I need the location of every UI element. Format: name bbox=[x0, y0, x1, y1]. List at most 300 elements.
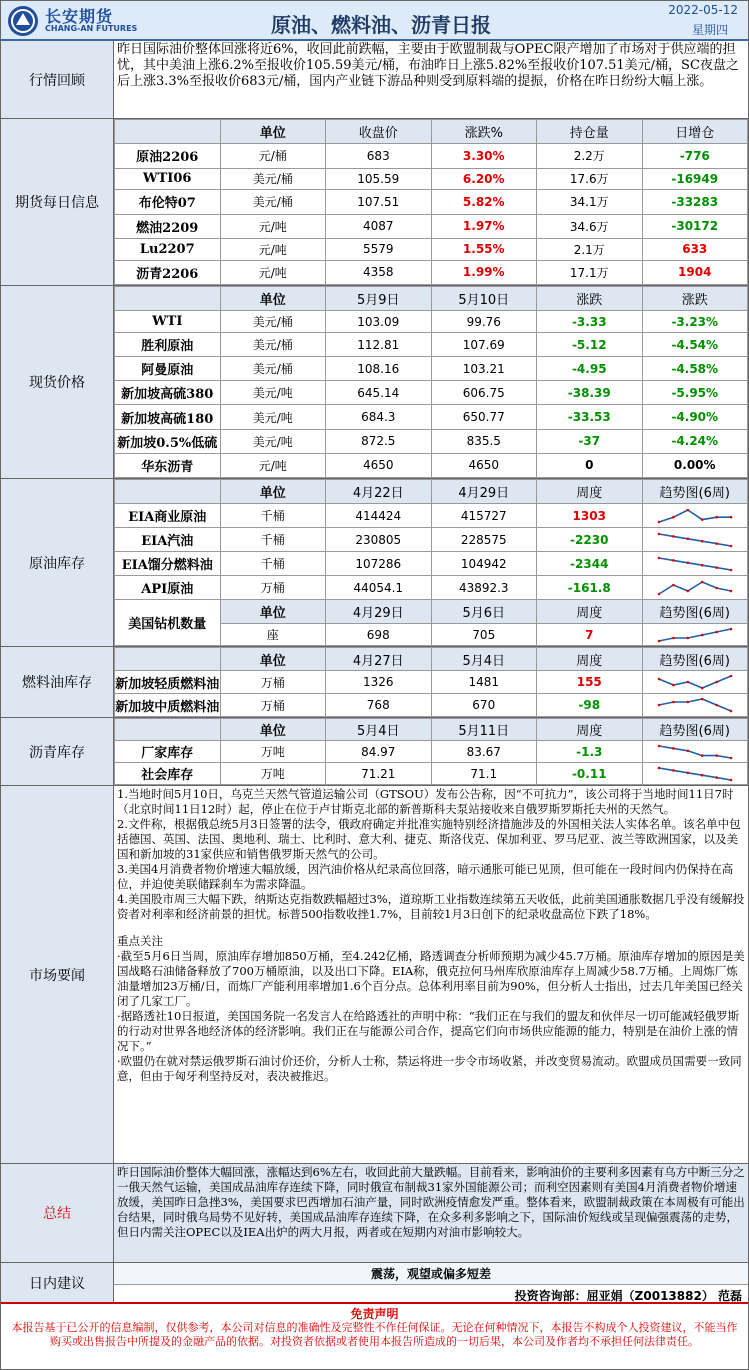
disclaimer bbox=[1, 1304, 748, 1370]
row-name: 华东沥青 bbox=[115, 453, 221, 477]
column-header: 5月4日 bbox=[326, 719, 432, 741]
row-name: 新加坡0.5%低硫 bbox=[115, 429, 221, 453]
column-header: 单位 bbox=[220, 719, 326, 741]
value-2: 1481 bbox=[431, 671, 537, 694]
unit: 千桶 bbox=[220, 504, 326, 528]
table-header-row bbox=[115, 719, 748, 741]
trend-point bbox=[686, 749, 689, 752]
trend-line bbox=[659, 558, 731, 570]
news-paragraph: ·截至5月6日当周，原油库存增加850万桶，至4.242亿桶，路透调查分析师预期为减少45.7万桶。原油库存增加的原因是美国战略石油储备释放了700万桶原油，以及出口下降。EIA称，俄克拉何马州库欣原油库存上周减少58.7万桶。上周炼厂炼油量增加23万桶/日，而炼厂产能利用率增加1.6个百分点。总体利用率目前为90%，但分析人士指出，过去几年美国已经关闭了几家工厂。 bbox=[117, 949, 745, 1008]
table-row bbox=[115, 405, 748, 429]
trend-sparkline bbox=[655, 627, 735, 643]
unit: 美元/桶 bbox=[220, 168, 326, 190]
change-pct: -4.54% bbox=[642, 332, 748, 356]
spot-section bbox=[1, 286, 748, 479]
column-header: 持仓量 bbox=[537, 120, 643, 144]
trend-point bbox=[729, 675, 732, 678]
news-paragraph: ·据路透社10日报道，美国国务院一名发言人在给路透社的声明中称：“我们正在与我们的盟友和伙伴尽一切可能减轻俄罗斯的行动对世界各地经济体的经济影响。我们正在与能源公司合作，提高它们向市场供应能源的能力，特别是在油价上涨的情况下。” bbox=[117, 1009, 740, 1053]
trend-point bbox=[672, 747, 675, 750]
trend-point bbox=[715, 754, 718, 757]
close-price: 4087 bbox=[326, 214, 432, 238]
trend-sparkline bbox=[655, 556, 735, 572]
unit: 万桶 bbox=[220, 694, 326, 717]
change: -37 bbox=[537, 429, 643, 453]
price-day1: 872.5 bbox=[326, 429, 432, 453]
trend-point bbox=[686, 681, 689, 684]
value-2: 71.1 bbox=[431, 763, 537, 785]
unit: 万桶 bbox=[220, 576, 326, 600]
section-label: 总结 bbox=[1, 1164, 114, 1262]
trend-point bbox=[715, 542, 718, 545]
unit: 元/吨 bbox=[220, 214, 326, 238]
news-paragraph: 4.美国股市周三大幅下跌，纳斯达克指数跌幅超过3%，道琼斯工业指数连续第五天收低，此前美国通胀数据几乎没有缓解投资者对利率和经济前景的担忧。标普500指数收挫1.7%，目前较1月3日创下的纪录收盘高位下跌了18%。 bbox=[117, 892, 745, 921]
disclaimer-title: 免责声明 bbox=[350, 1307, 399, 1321]
table-row bbox=[115, 453, 748, 477]
table-row bbox=[115, 429, 748, 453]
report-weekday: 星期四 bbox=[691, 23, 728, 37]
trend-line bbox=[659, 768, 731, 780]
futures-section bbox=[1, 119, 748, 286]
change-pct: -3.23% bbox=[642, 311, 748, 333]
trend-point bbox=[701, 687, 704, 690]
row-name: WTI06 bbox=[115, 168, 221, 190]
column-header: 5月4日 bbox=[431, 648, 537, 671]
change-pct: 0.00% bbox=[642, 453, 748, 477]
trend-point bbox=[701, 518, 704, 521]
trend-point bbox=[701, 633, 704, 636]
weekly-change: -98 bbox=[537, 694, 643, 717]
row-name: EIA馏分燃料油 bbox=[115, 552, 221, 576]
trend-point bbox=[686, 537, 689, 540]
trend-point bbox=[672, 769, 675, 772]
trend-point bbox=[715, 566, 718, 569]
value-1: 84.97 bbox=[326, 741, 432, 763]
column-header: 单位 bbox=[220, 600, 326, 624]
trend-line bbox=[659, 629, 731, 641]
section-label: 期货每日信息 bbox=[1, 119, 114, 285]
column-header: 5月6日 bbox=[431, 600, 537, 624]
trend-line bbox=[659, 746, 731, 758]
unit: 美元/桶 bbox=[220, 357, 326, 381]
value-1: 107286 bbox=[326, 552, 432, 576]
column-header: 周度 bbox=[537, 600, 643, 624]
value-1: 71.21 bbox=[326, 763, 432, 785]
trend-point bbox=[672, 559, 675, 562]
table-row bbox=[115, 528, 748, 552]
trend-sparkline bbox=[655, 674, 735, 690]
column-header: 美国钻机数量 bbox=[115, 600, 221, 646]
column-header bbox=[115, 120, 221, 144]
column-header: 趋势图(6周) bbox=[642, 480, 748, 504]
row-name: 原油2206 bbox=[115, 144, 221, 168]
price-day2: 835.5 bbox=[431, 429, 537, 453]
change: -38.39 bbox=[537, 381, 643, 405]
change-pct: 1.97% bbox=[431, 214, 537, 238]
column-header: 5月10日 bbox=[431, 287, 537, 311]
column-header bbox=[115, 648, 221, 671]
row-name: EIA商业原油 bbox=[115, 504, 221, 528]
unit: 万吨 bbox=[220, 763, 326, 785]
column-header: 单位 bbox=[220, 648, 326, 671]
trend-point bbox=[657, 744, 660, 747]
row-name: 布伦特07 bbox=[115, 190, 221, 214]
news-paragraph: 1.当地时间5月10日，乌克兰天然气管道运输公司（GTSOU）发布公告称，因“不可抗力”，该公司将于当地时间11日7时（北京时间11日12时）起，停止在位于卢甘斯克北部的新普斯科夫泵站接收来自俄罗斯罗斯托夫州的天然气。 bbox=[117, 787, 734, 816]
value-2: 228575 bbox=[431, 528, 537, 552]
price-day1: 4650 bbox=[326, 453, 432, 477]
close-price: 105.59 bbox=[326, 168, 432, 190]
daily-oi-change: 1904 bbox=[642, 260, 748, 284]
news-paragraph: 重点关注 bbox=[117, 934, 163, 948]
unit: 千桶 bbox=[220, 528, 326, 552]
row-name: 燃油2209 bbox=[115, 214, 221, 238]
change-pct: 1.99% bbox=[431, 260, 537, 284]
trend-sparkline bbox=[655, 508, 735, 524]
weekly-change: -161.8 bbox=[537, 576, 643, 600]
change-pct: 1.55% bbox=[431, 238, 537, 260]
unit: 美元/桶 bbox=[220, 190, 326, 214]
trend-cell bbox=[642, 624, 748, 646]
disclaimer-text: 本报告基于已公开的信息编制，仅供参考，本公司对信息的准确性及完整性不作任何保证。无论在何种情况下，本报告不构成个人投资建议，不能当作购买或出售报告中所提及的金融产品的依据。对投资者依据或者使用本报告所造成的一切后果，本公司及作者均不承担任何法律责任。 bbox=[11, 1321, 738, 1348]
unit: 元/吨 bbox=[220, 260, 326, 284]
table-row bbox=[115, 168, 748, 190]
section-label: 日内建议 bbox=[1, 1263, 114, 1302]
table-row bbox=[115, 694, 748, 717]
unit: 美元/吨 bbox=[220, 405, 326, 429]
close-price: 107.51 bbox=[326, 190, 432, 214]
price-day1: 103.09 bbox=[326, 311, 432, 333]
row-name: EIA汽油 bbox=[115, 528, 221, 552]
trend-point bbox=[657, 639, 660, 642]
close-price: 4358 bbox=[326, 260, 432, 284]
column-header: 趋势图(6周) bbox=[642, 719, 748, 741]
unit: 元/吨 bbox=[220, 453, 326, 477]
trend-point bbox=[672, 515, 675, 518]
news-text bbox=[114, 786, 748, 1085]
unit: 万吨 bbox=[220, 741, 326, 763]
trend-line bbox=[659, 582, 731, 594]
value-1: 698 bbox=[326, 624, 432, 646]
unit: 千桶 bbox=[220, 552, 326, 576]
column-header: 5月11日 bbox=[431, 719, 537, 741]
trend-point bbox=[715, 515, 718, 518]
table-header-row bbox=[115, 287, 748, 311]
trend-line bbox=[659, 699, 731, 711]
row-name: 胜利原油 bbox=[115, 332, 221, 356]
news-paragraph bbox=[117, 922, 745, 934]
summary-section bbox=[1, 1164, 748, 1263]
column-header: 日增仓 bbox=[642, 120, 748, 144]
weekly-change: 1303 bbox=[537, 504, 643, 528]
unit: 万桶 bbox=[220, 671, 326, 694]
trend-line bbox=[659, 676, 731, 688]
trend-point bbox=[686, 636, 689, 639]
price-day2: 103.21 bbox=[431, 357, 537, 381]
news-paragraph: ·欧盟仍在就对禁运俄罗斯石油讨价还价，分析人士称，禁运将进一步令市场收紧，并改变贸易流动。欧盟成员国需要一致同意，但由于匈牙利坚持反对，表决被推迟。 bbox=[117, 1054, 742, 1083]
row-name: 沥青2206 bbox=[115, 260, 221, 284]
section-label: 现货价格 bbox=[1, 286, 114, 478]
trend-cell bbox=[642, 528, 748, 552]
unit: 美元/吨 bbox=[220, 381, 326, 405]
analyst-credit: 投资咨询部：屈亚娟（Z0013882） 范磊 bbox=[514, 1289, 742, 1303]
trend-point bbox=[701, 540, 704, 543]
report-date: 2022-05-12 bbox=[668, 3, 738, 17]
trend-point bbox=[701, 564, 704, 567]
change-pct: 6.20% bbox=[431, 168, 537, 190]
change: -3.33 bbox=[537, 311, 643, 333]
trend-point bbox=[657, 532, 660, 535]
change-pct: 3.30% bbox=[431, 144, 537, 168]
crude-inventory-section bbox=[1, 479, 748, 647]
market-review-text: 昨日国际油价整体回涨将近6%，收回此前跌幅，主要由于欧盟制裁与OPEC限产增加了市场对于供应端的担忧，其中美油上涨6.2%至报收价105.59美元/桶，布油昨日上涨5.82%至报收价107.51美元/桶，SC夜盘之后上涨3.3%至报收价683元/桶，国内产业链下游品种则受到原料端的提振，价格在昨日纷纷大幅上涨。 bbox=[117, 42, 739, 89]
open-interest: 17.1万 bbox=[537, 260, 643, 284]
trend-point bbox=[672, 701, 675, 704]
section-label: 原油库存 bbox=[1, 479, 114, 646]
value-1: 44054.1 bbox=[326, 576, 432, 600]
trend-point bbox=[715, 776, 718, 779]
daily-oi-change: -30172 bbox=[642, 214, 748, 238]
open-interest: 34.6万 bbox=[537, 214, 643, 238]
row-name: 新加坡轻质燃料油 bbox=[115, 671, 221, 694]
table-row bbox=[115, 763, 748, 785]
trend-line bbox=[659, 534, 731, 546]
trend-point bbox=[729, 756, 732, 759]
row-name: Lu2207 bbox=[115, 238, 221, 260]
trend-sparkline bbox=[655, 580, 735, 596]
section-label: 行情回顾 bbox=[1, 41, 114, 118]
value-2: 415727 bbox=[431, 504, 537, 528]
table-header-row bbox=[115, 480, 748, 504]
trend-cell bbox=[642, 763, 748, 785]
trend-point bbox=[729, 778, 732, 781]
table-row bbox=[115, 238, 748, 260]
price-day2: 650.77 bbox=[431, 405, 537, 429]
trend-point bbox=[657, 704, 660, 707]
weekly-change: -2344 bbox=[537, 552, 643, 576]
column-header: 单位 bbox=[220, 287, 326, 311]
trend-point bbox=[657, 766, 660, 769]
row-name: WTI bbox=[115, 311, 221, 333]
column-header bbox=[115, 719, 221, 741]
trend-point bbox=[686, 508, 689, 511]
row-name: 社会库存 bbox=[115, 763, 221, 785]
change-pct: -5.95% bbox=[642, 381, 748, 405]
trend-sparkline bbox=[655, 744, 735, 760]
trend-point bbox=[686, 561, 689, 564]
trend-sparkline bbox=[655, 532, 735, 548]
trend-point bbox=[715, 630, 718, 633]
trend-point bbox=[701, 580, 704, 583]
spot-table bbox=[114, 286, 748, 478]
report-header bbox=[1, 1, 748, 41]
table-header-row bbox=[115, 120, 748, 144]
change: -5.12 bbox=[537, 332, 643, 356]
summary-text: 昨日国际油价整体大幅回涨，涨幅达到6%左右，收回此前大量跌幅。目前看来，影响油价的主要利多因素有乌方中断三分之一俄天然气运输，美国成品油库存连续下降，同时俄宣布制裁31家外国能源公司；而利空因素则有美国4月消费者物价增速放缓，美国昨日急挫3%，美国要求巴西增加石油产量，同时欧洲疫情愈发严重。整体看来，欧盟制裁政策在本周极有可能出台结果，同时俄乌局势不见好转，美国成品油库存连续下降，在众多利多影响之下，国际油价短线或呈现偏强震荡的走势，但日内需关注OPEC以及IEA出炉的两大月报，两者或在短期内对油市影响较大。 bbox=[114, 1164, 748, 1262]
change-pct: -4.24% bbox=[642, 429, 748, 453]
change-pct: -4.58% bbox=[642, 357, 748, 381]
value-1: 768 bbox=[326, 694, 432, 717]
trend-point bbox=[686, 701, 689, 704]
trend-point bbox=[729, 544, 732, 547]
weekly-change: -0.11 bbox=[537, 763, 643, 785]
change: 0 bbox=[537, 453, 643, 477]
table-row bbox=[115, 671, 748, 694]
section-label: 沥青库存 bbox=[1, 718, 114, 785]
trend-sparkline bbox=[655, 697, 735, 713]
price-day1: 112.81 bbox=[326, 332, 432, 356]
trend-sparkline bbox=[655, 766, 735, 782]
unit: 元/桶 bbox=[220, 144, 326, 168]
advice-section bbox=[1, 1263, 748, 1304]
column-header: 4月29日 bbox=[326, 600, 432, 624]
price-day2: 107.69 bbox=[431, 332, 537, 356]
news-section bbox=[1, 786, 748, 1164]
unit: 美元/桶 bbox=[220, 311, 326, 333]
value-1: 414424 bbox=[326, 504, 432, 528]
column-header bbox=[115, 480, 221, 504]
trend-point bbox=[672, 583, 675, 586]
value-2: 43892.3 bbox=[431, 576, 537, 600]
trend-point bbox=[686, 771, 689, 774]
fuel-inventory-section bbox=[1, 647, 748, 718]
trend-point bbox=[672, 684, 675, 687]
value-1: 1326 bbox=[326, 671, 432, 694]
price-day1: 108.16 bbox=[326, 357, 432, 381]
trend-point bbox=[701, 698, 704, 701]
section-label: 市场要闻 bbox=[1, 786, 114, 1163]
unit: 美元/桶 bbox=[220, 332, 326, 356]
column-header: 涨跌 bbox=[537, 287, 643, 311]
column-header: 单位 bbox=[220, 480, 326, 504]
table-row bbox=[115, 311, 748, 333]
daily-oi-change: -16949 bbox=[642, 168, 748, 190]
trend-point bbox=[701, 773, 704, 776]
column-header: 5月9日 bbox=[326, 287, 432, 311]
open-interest: 2.2万 bbox=[537, 144, 643, 168]
table-row bbox=[115, 190, 748, 214]
asphalt-inventory-table bbox=[114, 718, 748, 785]
trend-cell bbox=[642, 504, 748, 528]
row-name: 新加坡高硫180 bbox=[115, 405, 221, 429]
daily-oi-change: -33283 bbox=[642, 190, 748, 214]
value-2: 83.67 bbox=[431, 741, 537, 763]
trend-point bbox=[672, 535, 675, 538]
trend-point bbox=[657, 520, 660, 523]
table-header-row bbox=[115, 600, 748, 624]
table-row bbox=[115, 576, 748, 600]
trend-cell bbox=[642, 671, 748, 694]
trend-point bbox=[657, 556, 660, 559]
weekly-change: 7 bbox=[537, 624, 643, 646]
column-header: 4月29日 bbox=[431, 480, 537, 504]
trend-point bbox=[729, 589, 732, 592]
table-row bbox=[115, 552, 748, 576]
column-header: 周度 bbox=[537, 648, 643, 671]
trend-point bbox=[686, 589, 689, 592]
open-interest: 2.1万 bbox=[537, 238, 643, 260]
trend-point bbox=[729, 710, 732, 713]
column-header: 趋势图(6周) bbox=[642, 648, 748, 671]
trend-point bbox=[729, 568, 732, 571]
price-day2: 606.75 bbox=[431, 381, 537, 405]
trend-point bbox=[715, 586, 718, 589]
trend-cell bbox=[642, 576, 748, 600]
row-name: 厂家库存 bbox=[115, 741, 221, 763]
open-interest: 34.1万 bbox=[537, 190, 643, 214]
report-title: 原油、燃料油、沥青日报 bbox=[271, 13, 491, 37]
weekly-change: -2230 bbox=[537, 528, 643, 552]
trend-cell bbox=[642, 741, 748, 763]
news-paragraph: 3.美国4月消费者物价增速大幅放缓，因汽油价格从纪录高位回落，暗示通胀可能已见顶，但可能在一段时间内仍保持在高位，并迫使美联储踩刹车为需求降温。 bbox=[117, 862, 734, 891]
asphalt-inventory-section bbox=[1, 718, 748, 786]
value-2: 104942 bbox=[431, 552, 537, 576]
table-row bbox=[115, 214, 748, 238]
brand-name: 长安期货 bbox=[45, 7, 114, 26]
close-price: 683 bbox=[326, 144, 432, 168]
price-day1: 645.14 bbox=[326, 381, 432, 405]
table-row bbox=[115, 381, 748, 405]
daily-oi-change: 633 bbox=[642, 238, 748, 260]
trend-point bbox=[729, 627, 732, 630]
futures-table bbox=[114, 119, 748, 285]
unit: 美元/吨 bbox=[220, 429, 326, 453]
chang-an-logo-icon bbox=[7, 5, 39, 37]
trend-point bbox=[672, 636, 675, 639]
unit: 座 bbox=[220, 624, 326, 646]
price-day2: 99.76 bbox=[431, 311, 537, 333]
trend-point bbox=[729, 515, 732, 518]
crude-inventory-table bbox=[114, 479, 748, 646]
weekly-change: 155 bbox=[537, 671, 643, 694]
unit: 元/吨 bbox=[220, 238, 326, 260]
trend-point bbox=[701, 754, 704, 757]
column-header bbox=[115, 287, 221, 311]
price-day2: 4650 bbox=[431, 453, 537, 477]
column-header: 趋势图(6周) bbox=[642, 600, 748, 624]
table-row bbox=[115, 741, 748, 763]
change: -4.95 bbox=[537, 357, 643, 381]
row-name: 新加坡高硫380 bbox=[115, 381, 221, 405]
column-header: 涨跌 bbox=[642, 287, 748, 311]
column-header: 4月27日 bbox=[326, 648, 432, 671]
market-review-section bbox=[1, 41, 748, 119]
open-interest: 17.6万 bbox=[537, 168, 643, 190]
row-name: 阿曼原油 bbox=[115, 357, 221, 381]
section-label: 燃料油库存 bbox=[1, 647, 114, 717]
news-paragraph: 2.文件称，根据俄总统5月3日签署的法令，俄政府确定并批准实施特别经济措施涉及的外国相关法人实体名单。该名单中包括德国、英国、法国、奥地利、瑞士、比利时、意大利、捷克、斯洛伐克、保加利亚、罗马尼亚、波兰等欧洲国家，以及美国和新加坡的31家供应和销售俄罗斯天然气的公司。 bbox=[117, 817, 741, 861]
column-header: 周度 bbox=[537, 719, 643, 741]
close-price: 5579 bbox=[326, 238, 432, 260]
trend-point bbox=[657, 592, 660, 595]
price-day1: 684.3 bbox=[326, 405, 432, 429]
column-header: 收盘价 bbox=[326, 120, 432, 144]
trend-cell bbox=[642, 552, 748, 576]
table-row bbox=[115, 357, 748, 381]
table-header-row bbox=[115, 648, 748, 671]
change-pct: 5.82% bbox=[431, 190, 537, 214]
row-name: API原油 bbox=[115, 576, 221, 600]
change-pct: -4.90% bbox=[642, 405, 748, 429]
table-row bbox=[115, 144, 748, 168]
table-row bbox=[115, 504, 748, 528]
column-header: 周度 bbox=[537, 480, 643, 504]
intraday-advice: 震荡，观望或偏多短差 bbox=[114, 1263, 748, 1285]
value-2: 670 bbox=[431, 694, 537, 717]
fuel-inventory-table bbox=[114, 647, 748, 717]
table-row bbox=[115, 260, 748, 284]
column-header: 4月22日 bbox=[326, 480, 432, 504]
row-name: 新加坡中质燃料油 bbox=[115, 694, 221, 717]
table-row bbox=[115, 332, 748, 356]
